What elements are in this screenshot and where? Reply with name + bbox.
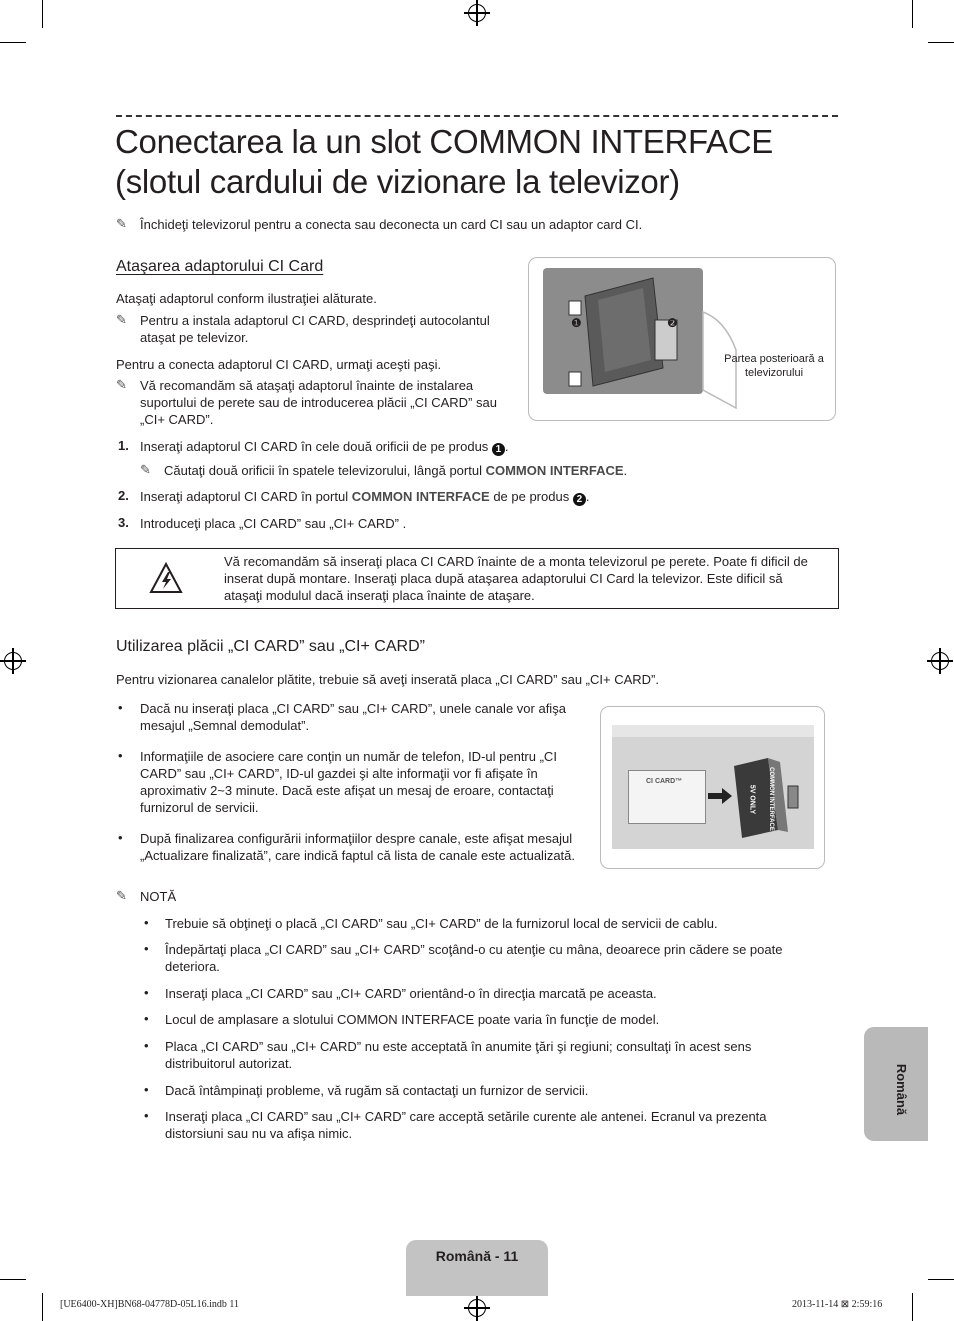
section2-bullet: Informaţiile de asociere care conţin un număr de telefon, ID-ul pentru „CI CARD” sau „CI+ CARD”, ID-ul gazdei şi alte informaţii vor fi afişate în aproximativ 2~3 minute. Dacă este afişat un mesaj de eroare, contactaţi furnizorul de servicii. xyxy=(140,749,557,815)
step-1-note-text: Căutaţi două orificii în spatele televizorului, lângă portul xyxy=(164,463,482,478)
ci-slot-illustration xyxy=(728,758,804,840)
intro-note: Închideţi televizorul pentru a conecta sau deconecta un card CI sau un adaptor card CI. xyxy=(140,217,643,232)
section1-note: Vă recomandăm să ataşaţi adaptorul înainte de instalarea suportului de perete sau de introducerea plăcii „CI CARD” sau „CI+ CARD”. xyxy=(140,378,497,427)
step-number: 1. xyxy=(118,438,129,453)
crop-mark xyxy=(42,1293,43,1321)
bullet-icon: • xyxy=(118,748,123,763)
page-number: Română - 11 xyxy=(435,1248,519,1264)
bullet-icon: • xyxy=(144,915,149,930)
bullet-icon: • xyxy=(144,1038,149,1053)
bullet-icon: • xyxy=(144,1011,149,1026)
ci-card-label: CI CARD™ xyxy=(646,778,683,785)
note-pencil-icon: ✎ xyxy=(116,377,127,392)
nota-item: Locul de amplasare a slotului COMMON INTERFACE poate varia în funcţie de model. xyxy=(165,1012,660,1027)
registration-mark-icon xyxy=(468,1299,486,1317)
warning-text: Vă recomandăm să inseraţi placa CI CARD înainte de a monta televizorul pe perete. Poate fi dificil de inserat după montare. Inseraţi placa după ataşarea adaptorului CI Card la televizor. Este dificil să ataşaţi modulul dacă inseraţi placa înainte de ataşare. xyxy=(224,554,808,603)
nota-item: Inseraţi placa „CI CARD” sau „CI+ CARD” orientând-o în direcţia marcată pe aceasta. xyxy=(165,986,657,1001)
nota-item: Îndepărtaţi placa „CI CARD” sau „CI+ CARD” scoţând-o cu atenţie cu mâna, deoarece prin cădere se poate deteriora. xyxy=(165,942,783,974)
step-1-text: Inseraţi adaptorul CI CARD în cele două orificii de pe produs xyxy=(140,439,489,454)
crop-mark xyxy=(928,42,954,43)
step-2-text: Inseraţi adaptorul CI CARD în portul xyxy=(140,489,349,504)
section1-note: Pentru a instala adaptorul CI CARD, desprindeţi autocolantul ataşat pe televizor. xyxy=(140,313,490,345)
step-2-text-c: de pe produs xyxy=(493,489,570,504)
fig-label-2: ❷ xyxy=(667,316,678,330)
warning-icon xyxy=(149,562,183,594)
port-name: COMMON INTERFACE xyxy=(485,463,624,478)
bullet-icon: • xyxy=(118,700,123,715)
section2-bullet: După finalizarea configurării informaţiilor despre canale, este afişat mesajul „Actualizare finalizată”, care indică faptul că lista de canale este actualizată. xyxy=(140,831,576,863)
marker-2-icon: 2 xyxy=(573,493,586,506)
step-1-end: . xyxy=(504,439,509,454)
print-slug-left: [UE6400-XH]BN68-04778D-05L16.indb 11 xyxy=(60,1299,240,1310)
section1-heading: Ataşarea adaptorului CI Card xyxy=(116,258,324,275)
step-2 xyxy=(140,488,840,506)
section2-heading: Utilizarea plăcii „CI CARD” sau „CI+ CARD” xyxy=(116,638,425,655)
step-2-end: . xyxy=(585,489,590,504)
registration-mark-icon xyxy=(4,652,22,670)
language-side-tab xyxy=(864,1027,928,1141)
side-tab-label: Română xyxy=(894,1063,910,1116)
fig-label-1: ❶ xyxy=(571,316,582,330)
tv-panel-stripe xyxy=(612,725,814,737)
bullet-icon: • xyxy=(144,1108,149,1123)
bullet-icon: • xyxy=(144,985,149,1000)
marker-1-icon: 1 xyxy=(492,443,505,456)
section1-paragraph: Pentru a conecta adaptorul CI CARD, urmaţi aceşti paşi. xyxy=(116,357,442,372)
crop-mark xyxy=(42,0,43,28)
step-1 xyxy=(140,438,840,456)
crop-mark xyxy=(912,1293,913,1321)
note-pencil-icon: ✎ xyxy=(116,312,127,327)
section1-paragraph: Ataşaţi adaptorul conform ilustraţiei alăturate. xyxy=(116,291,377,306)
nota-item: Dacă întâmpinaţi probleme, vă rugăm să contactaţi un furnizor de servicii. xyxy=(165,1083,589,1098)
section2-bullet: Dacă nu inseraţi placa „CI CARD” sau „CI+ CARD”, unele canale vor afişa mesajul „Semnal demodulat”. xyxy=(140,701,566,733)
step-1-note-end: . xyxy=(623,463,628,478)
section2-intro: Pentru vizionarea canalelor plătite, trebuie să aveţi inserată placa „CI CARD” sau „CI+ CARD”. xyxy=(116,672,659,687)
port-name: COMMON INTERFACE xyxy=(351,489,490,504)
note-pencil-icon: ✎ xyxy=(140,462,151,477)
page-title: Conectarea la un slot COMMON INTERFACE (slotul cardului de vizionare la televizor) xyxy=(115,123,773,200)
crop-mark xyxy=(0,1279,26,1280)
step-number: 2. xyxy=(118,488,129,503)
nota-heading: NOTĂ xyxy=(140,889,177,904)
note-pencil-icon: ✎ xyxy=(116,216,127,231)
note-pencil-icon: ✎ xyxy=(116,888,127,903)
crop-mark xyxy=(0,42,26,43)
step-3: Introduceţi placa „CI CARD” sau „CI+ CARD” . xyxy=(140,516,407,531)
bullet-icon: • xyxy=(144,1082,149,1097)
bullet-icon: • xyxy=(144,941,149,956)
figure-caption: Partea posterioară a televizorului xyxy=(724,353,824,379)
nota-item: Inseraţi placa „CI CARD” sau „CI+ CARD” care acceptă setările curente ale antenei. Ecranul va prezenta distorsiuni sau nu va afişa nimic. xyxy=(165,1109,767,1141)
registration-mark-icon xyxy=(931,652,949,670)
nota-item: Placa „CI CARD” sau „CI+ CARD” nu este acceptată în anumite ţări şi regiuni; consultaţi în acest sens distribuitorul autorizat. xyxy=(165,1039,752,1071)
slot-sublabel: 5V ONLY xyxy=(748,784,756,815)
bullet-icon: • xyxy=(118,830,123,845)
title-divider xyxy=(116,115,838,117)
print-slug-right: 2013-11-14 ⊠ 2:59:16 xyxy=(792,1299,883,1310)
crop-mark xyxy=(912,0,913,28)
step-1-note xyxy=(164,462,844,479)
slot-label: COMMON INTERFACE xyxy=(768,767,774,831)
nota-item: Trebuie să obţineţi o placă „CI CARD” sau „CI+ CARD” de la furnizorul local de servicii de cablu. xyxy=(165,916,718,931)
page-footer xyxy=(406,1240,548,1296)
crop-mark xyxy=(928,1279,954,1280)
step-number: 3. xyxy=(118,515,129,530)
registration-mark-icon xyxy=(468,4,486,22)
